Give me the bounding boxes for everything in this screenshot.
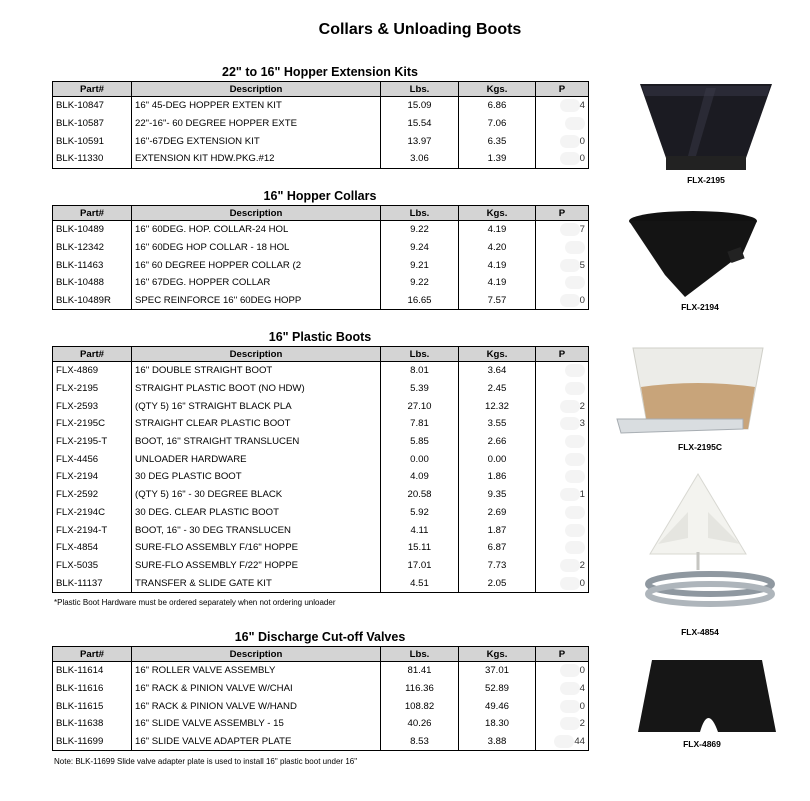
redacted-price-mark	[565, 117, 585, 130]
table-row	[53, 415, 589, 433]
kgs-cell: 2.05	[459, 574, 536, 592]
kgs-cell: 7.06	[459, 115, 536, 133]
price-cell	[536, 150, 589, 168]
kgs-cell: 4.19	[459, 274, 536, 292]
kgs-cell: 37.01	[459, 662, 536, 680]
table-row	[53, 539, 589, 557]
table-row	[53, 504, 589, 522]
kgs-cell: 7.57	[459, 292, 536, 310]
redacted-price-mark	[560, 417, 580, 430]
part-number-cell: FLX-2195C	[53, 415, 132, 433]
kgs-cell: 18.30	[459, 715, 536, 733]
description-cell: TRANSFER & SLIDE GATE KIT	[132, 574, 381, 592]
slide-valve-note: Note: BLK-11699 Slide valve adapter plate is used to install 16" plastic boot under 16"	[54, 757, 358, 766]
lbs-cell: 17.01	[381, 557, 459, 575]
part-number-cell: BLK-10489R	[53, 292, 132, 310]
table-cutoff-valves	[52, 646, 589, 751]
redacted-price-mark	[565, 453, 585, 466]
part-number-cell: BLK-11614	[53, 662, 132, 680]
price-cell	[536, 274, 589, 292]
description-cell: 16'' 67DEG. HOPPER COLLAR	[132, 274, 381, 292]
lbs-cell: 4.09	[381, 468, 459, 486]
column-header: Lbs.	[381, 82, 459, 97]
column-header: P	[536, 206, 589, 221]
description-cell: 22"-16"- 60 DEGREE HOPPER EXTE	[132, 115, 381, 133]
redacted-price-mark	[560, 717, 580, 730]
price-cell	[536, 539, 589, 557]
lbs-cell: 7.81	[381, 415, 459, 433]
redacted-price-mark	[565, 541, 585, 554]
kgs-cell: 7.73	[459, 557, 536, 575]
lbs-cell: 0.00	[381, 450, 459, 468]
table-row	[53, 574, 589, 592]
price-cell	[536, 97, 589, 115]
redacted-price-mark	[554, 735, 574, 748]
part-number-cell: FLX-5035	[53, 557, 132, 575]
lbs-cell: 9.24	[381, 239, 459, 257]
price-cell	[536, 292, 589, 310]
redacted-price-mark	[560, 577, 580, 590]
product-label-flx-2195: FLX-2195	[687, 175, 725, 185]
redacted-price-mark	[560, 259, 580, 272]
table-row	[53, 150, 589, 168]
part-number-cell: BLK-11137	[53, 574, 132, 592]
redacted-price-mark	[560, 559, 580, 572]
product-label-flx-2194: FLX-2194	[681, 302, 719, 312]
part-number-cell: BLK-12342	[53, 239, 132, 257]
column-header: Kgs.	[459, 82, 536, 97]
price-digit: 2	[579, 559, 585, 571]
column-header: P	[536, 347, 589, 362]
lbs-cell: 20.58	[381, 486, 459, 504]
section-title-plastic-boots: 16" Plastic Boots	[268, 330, 372, 344]
price-digit: 1	[579, 489, 585, 501]
description-cell: 16" 60 DEGREE HOPPER COLLAR (2	[132, 256, 381, 274]
product-label-flx-4854: FLX-4854	[681, 627, 719, 637]
price-digit: 0	[579, 295, 585, 307]
description-cell: (QTY 5) 16" - 30 DEGREE BLACK	[132, 486, 381, 504]
part-number-cell: BLK-11463	[53, 256, 132, 274]
kgs-cell: 3.64	[459, 362, 536, 380]
price-digit: 0	[579, 135, 585, 147]
price-digit: 0	[579, 700, 585, 712]
part-number-cell: FLX-2194	[53, 468, 132, 486]
kgs-cell: 52.89	[459, 680, 536, 698]
table-row	[53, 274, 589, 292]
lbs-cell: 13.97	[381, 132, 459, 150]
price-cell	[536, 450, 589, 468]
kgs-cell: 3.88	[459, 733, 536, 751]
table-row	[53, 680, 589, 698]
table-row	[53, 292, 589, 310]
part-number-cell: BLK-11615	[53, 697, 132, 715]
column-header: Part#	[53, 647, 132, 662]
product-image-flx-4869	[634, 658, 780, 740]
lbs-cell: 15.54	[381, 115, 459, 133]
redacted-price-mark	[565, 435, 585, 448]
lbs-cell: 8.01	[381, 362, 459, 380]
table-row	[53, 662, 589, 680]
lbs-cell: 15.11	[381, 539, 459, 557]
column-header: Description	[132, 647, 381, 662]
part-number-cell: BLK-10488	[53, 274, 132, 292]
description-cell: EXTENSION KIT HDW.PKG.#12	[132, 150, 381, 168]
description-cell: UNLOADER HARDWARE	[132, 450, 381, 468]
lbs-cell: 9.22	[381, 221, 459, 239]
part-number-cell: FLX-4854	[53, 539, 132, 557]
lbs-cell: 108.82	[381, 697, 459, 715]
redacted-price-mark	[560, 682, 580, 695]
price-digit: 5	[579, 259, 585, 271]
kgs-cell: 6.87	[459, 539, 536, 557]
kgs-cell: 49.46	[459, 697, 536, 715]
price-digit: 0	[579, 577, 585, 589]
description-cell: SURE-FLO ASSEMBLY F/16" HOPPE	[132, 539, 381, 557]
table-row	[53, 221, 589, 239]
price-digit: 4	[579, 683, 585, 695]
part-number-cell: FLX-2592	[53, 486, 132, 504]
price-cell	[536, 521, 589, 539]
description-cell: STRAIGHT CLEAR PLASTIC BOOT	[132, 415, 381, 433]
description-cell: BOOT, 16'' - 30 DEG TRANSLUCEN	[132, 521, 381, 539]
redacted-price-mark	[560, 135, 580, 148]
column-header: Lbs.	[381, 347, 459, 362]
lbs-cell: 3.06	[381, 150, 459, 168]
part-number-cell: FLX-2593	[53, 397, 132, 415]
redacted-price-mark	[565, 241, 585, 254]
column-header: Description	[132, 82, 381, 97]
price-cell	[536, 680, 589, 698]
price-cell	[536, 468, 589, 486]
kgs-cell: 1.39	[459, 150, 536, 168]
table-row	[53, 521, 589, 539]
description-cell: 30 DEG PLASTIC BOOT	[132, 468, 381, 486]
lbs-cell: 16.65	[381, 292, 459, 310]
price-digit: 0	[579, 665, 585, 677]
table-row	[53, 256, 589, 274]
lbs-cell: 5.92	[381, 504, 459, 522]
column-header: P	[536, 647, 589, 662]
lbs-cell: 9.21	[381, 256, 459, 274]
part-number-cell: BLK-11699	[53, 733, 132, 751]
part-number-cell: FLX-2194-T	[53, 521, 132, 539]
part-number-cell: FLX-2195-T	[53, 433, 132, 451]
redacted-price-mark	[565, 524, 585, 537]
kgs-cell: 3.55	[459, 415, 536, 433]
part-number-cell: FLX-2195	[53, 380, 132, 398]
kgs-cell: 1.87	[459, 521, 536, 539]
lbs-cell: 9.22	[381, 274, 459, 292]
description-cell: 16'' 60DEG HOP COLLAR - 18 HOL	[132, 239, 381, 257]
table-hopper-collars	[52, 205, 589, 310]
redacted-price-mark	[565, 382, 585, 395]
table-row	[53, 132, 589, 150]
part-number-cell: BLK-10587	[53, 115, 132, 133]
column-header: Part#	[53, 206, 132, 221]
description-cell: 16" ROLLER VALVE ASSEMBLY	[132, 662, 381, 680]
redacted-price-mark	[565, 506, 585, 519]
price-cell	[536, 662, 589, 680]
lbs-cell: 27.10	[381, 397, 459, 415]
table-row	[53, 557, 589, 575]
description-cell: 30 DEG. CLEAR PLASTIC BOOT	[132, 504, 381, 522]
description-cell: 16'' 60DEG. HOP. COLLAR-24 HOL	[132, 221, 381, 239]
description-cell: 16" RACK & PINION VALVE W/HAND	[132, 697, 381, 715]
description-cell: 16" RACK & PINION VALVE W/CHAI	[132, 680, 381, 698]
lbs-cell: 81.41	[381, 662, 459, 680]
table-row	[53, 486, 589, 504]
description-cell: 16" SLIDE VALVE ASSEMBLY - 15	[132, 715, 381, 733]
column-header: Lbs.	[381, 206, 459, 221]
redacted-price-mark	[560, 400, 580, 413]
kgs-cell: 4.20	[459, 239, 536, 257]
column-header: Kgs.	[459, 206, 536, 221]
kgs-cell: 1.86	[459, 468, 536, 486]
part-number-cell: BLK-10489	[53, 221, 132, 239]
part-number-cell: FLX-4869	[53, 362, 132, 380]
description-cell: SPEC REINFORCE 16'' 60DEG HOPP	[132, 292, 381, 310]
redacted-price-mark	[560, 99, 580, 112]
column-header: Description	[132, 347, 381, 362]
price-digit: 7	[579, 224, 585, 236]
redacted-price-mark	[560, 488, 580, 501]
price-digit: 4	[579, 100, 585, 112]
column-header: Kgs.	[459, 647, 536, 662]
lbs-cell: 40.26	[381, 715, 459, 733]
price-digit: 3	[579, 418, 585, 430]
redacted-price-mark	[565, 364, 585, 377]
table-row	[53, 380, 589, 398]
table-extension-kits	[52, 81, 589, 169]
price-cell	[536, 574, 589, 592]
description-cell: 16'' DOUBLE STRAIGHT BOOT	[132, 362, 381, 380]
section-title-hopper-collars: 16" Hopper Collars	[263, 189, 377, 203]
price-cell	[536, 433, 589, 451]
column-header: Part#	[53, 82, 132, 97]
page-title: Collars & Unloading Boots	[318, 21, 522, 38]
price-cell	[536, 697, 589, 715]
kgs-cell: 6.35	[459, 132, 536, 150]
lbs-cell: 15.09	[381, 97, 459, 115]
column-header: Part#	[53, 347, 132, 362]
lbs-cell: 4.51	[381, 574, 459, 592]
price-cell	[536, 239, 589, 257]
column-header: Description	[132, 206, 381, 221]
price-cell	[536, 132, 589, 150]
kgs-cell: 4.19	[459, 256, 536, 274]
price-cell	[536, 733, 589, 751]
price-cell	[536, 415, 589, 433]
price-cell	[536, 715, 589, 733]
column-header: Lbs.	[381, 647, 459, 662]
product-image-flx-2195c	[613, 343, 773, 441]
kgs-cell: 12.32	[459, 397, 536, 415]
description-cell: 16" 45-DEG HOPPER EXTEN KIT	[132, 97, 381, 115]
product-label-flx-2195c: FLX-2195C	[678, 442, 722, 452]
description-cell: 16''-67DEG EXTENSION KIT	[132, 132, 381, 150]
product-image-flx-2194	[625, 205, 765, 300]
redacted-price-mark	[565, 276, 585, 289]
product-label-flx-4869: FLX-4869	[683, 739, 721, 749]
description-cell: STRAIGHT PLASTIC BOOT (NO HDW)	[132, 380, 381, 398]
price-cell	[536, 504, 589, 522]
column-header: Kgs.	[459, 347, 536, 362]
product-image-flx-2195	[636, 80, 776, 174]
table-row	[53, 397, 589, 415]
column-header: P	[536, 82, 589, 97]
redacted-price-mark	[560, 152, 580, 165]
part-number-cell: BLK-11330	[53, 150, 132, 168]
lbs-cell: 4.11	[381, 521, 459, 539]
redacted-price-mark	[560, 223, 580, 236]
kgs-cell: 0.00	[459, 450, 536, 468]
section-title-cutoff-valves: 16" Discharge Cut-off Valves	[234, 630, 406, 644]
table-row	[53, 97, 589, 115]
kgs-cell: 2.69	[459, 504, 536, 522]
price-digit: 2	[579, 400, 585, 412]
lbs-cell: 5.85	[381, 433, 459, 451]
table-row	[53, 697, 589, 715]
price-cell	[536, 397, 589, 415]
kgs-cell: 9.35	[459, 486, 536, 504]
table-row	[53, 733, 589, 751]
redacted-price-mark	[565, 470, 585, 483]
price-cell	[536, 380, 589, 398]
price-cell	[536, 557, 589, 575]
plastic-boot-note: *Plastic Boot Hardware must be ordered separately when not ordering unloader	[54, 598, 336, 607]
table-row	[53, 433, 589, 451]
kgs-cell: 6.86	[459, 97, 536, 115]
price-cell	[536, 362, 589, 380]
part-number-cell: BLK-11638	[53, 715, 132, 733]
price-cell	[536, 115, 589, 133]
part-number-cell: BLK-10847	[53, 97, 132, 115]
table-row	[53, 450, 589, 468]
lbs-cell: 8.53	[381, 733, 459, 751]
price-cell	[536, 256, 589, 274]
price-digit: 0	[579, 153, 585, 165]
redacted-price-mark	[560, 700, 580, 713]
table-row	[53, 362, 589, 380]
part-number-cell: FLX-2194C	[53, 504, 132, 522]
price-digit: 2	[579, 718, 585, 730]
lbs-cell: 5.39	[381, 380, 459, 398]
description-cell: (QTY 5) 16" STRAIGHT BLACK PLA	[132, 397, 381, 415]
lbs-cell: 116.36	[381, 680, 459, 698]
price-cell	[536, 486, 589, 504]
product-image-flx-4854	[640, 472, 780, 622]
description-cell: BOOT, 16'' STRAIGHT TRANSLUCEN	[132, 433, 381, 451]
table-row	[53, 715, 589, 733]
description-cell: 16" SLIDE VALVE ADAPTER PLATE	[132, 733, 381, 751]
kgs-cell: 2.66	[459, 433, 536, 451]
section-title-extension-kits: 22" to 16" Hopper Extension Kits	[222, 65, 418, 79]
price-digit: 44	[574, 736, 585, 748]
part-number-cell: BLK-11616	[53, 680, 132, 698]
redacted-price-mark	[560, 294, 580, 307]
redacted-price-mark	[560, 664, 580, 677]
description-cell: SURE-FLO ASSEMBLY F/22" HOPPE	[132, 557, 381, 575]
price-cell	[536, 221, 589, 239]
table-row	[53, 115, 589, 133]
part-number-cell: FLX-4456	[53, 450, 132, 468]
kgs-cell: 4.19	[459, 221, 536, 239]
table-row	[53, 239, 589, 257]
kgs-cell: 2.45	[459, 380, 536, 398]
table-plastic-boots	[52, 346, 589, 593]
table-row	[53, 468, 589, 486]
part-number-cell: BLK-10591	[53, 132, 132, 150]
